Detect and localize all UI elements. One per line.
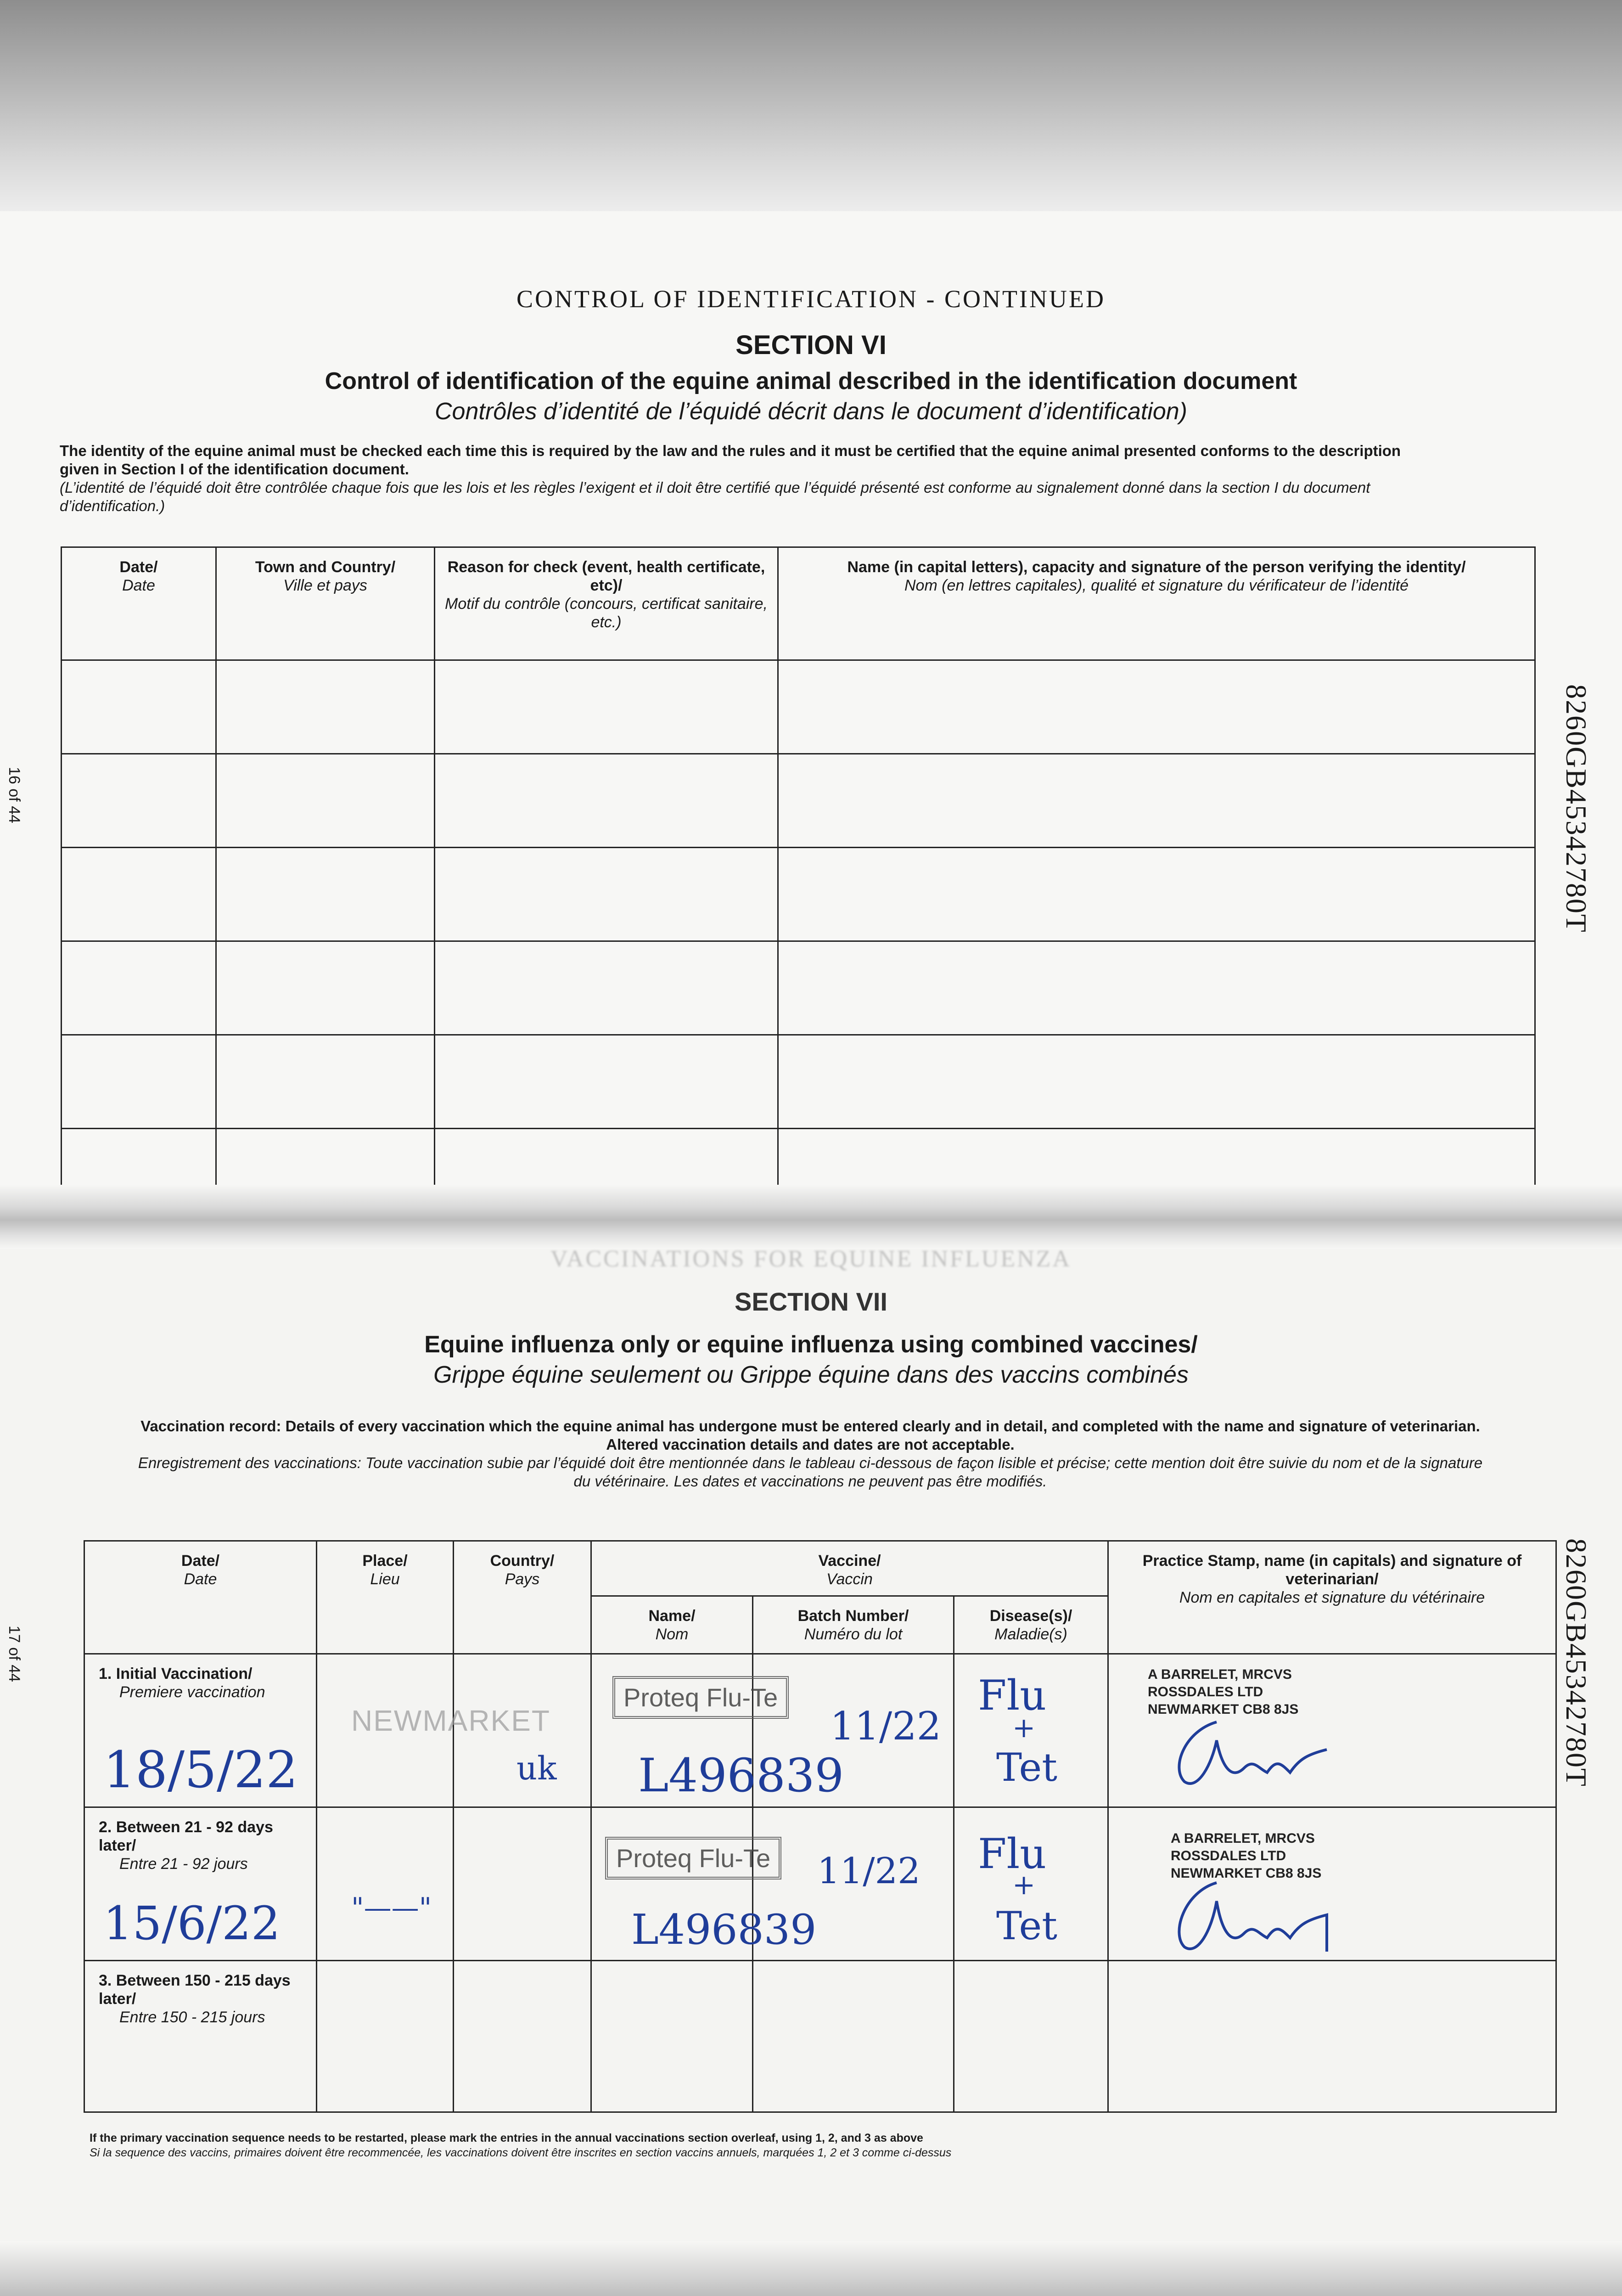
table-row [62,660,1535,754]
section-heading-en: Control of identification of the equine animal described in the identification document [325,368,1297,394]
row-1-vaccine-stamp: Proteq Flu-Te [612,1676,789,1719]
col-date: Date/ Date [62,547,216,660]
vaccination-table [84,1540,1557,2113]
row-1-label: 1. Initial Vaccination/ Premiere vaccination [84,1654,317,1807]
scan-top-shadow [0,0,1622,211]
record-fr-line-2: du vétérinaire. Les dates et vaccinations ne peuvent pas être modifiés. [573,1473,1047,1490]
footnote [90,2131,1559,2160]
row-2-date: 15/6/22 [103,1896,281,1950]
row-2-vaccine-stamp: Proteq Flu-Te [605,1837,781,1880]
scan-bottom-edge [0,2241,1622,2296]
row-1-disease-2: + [1012,1712,1036,1744]
footnote-en: If the primary vaccination sequence needs to be restarted, please mark the entries in the annual vaccinations section overleaf, using 1, 2, and 3 as above [90,2132,923,2144]
col-vaccine-name: Name/ Nom [591,1596,753,1654]
page-fold [0,1185,1622,1249]
table-row [62,941,1535,1035]
row-1-vet-stamp: A BARRELET, MRCVS ROSSDALES LTD NEWMARKET CB8 8JS [1148,1667,1299,1717]
faded-page-header: VACCINATIONS FOR EQUINE INFLUENZA [550,1246,1072,1272]
page-number-17: 17 of 44 [6,1626,23,1682]
intro-fr-line-1: (L’identité de l’équidé doit être contrôlée chaque fois que les lois et les règles l’exigent et il doit être certifié que l’équidé présenté est conforme au signalement donné dans la section I du document [60,479,1370,496]
vaccination-record-text [69,1417,1552,1491]
intro-en-line-1: The identity of the equine animal must be checked each time this is required by the law and the rules and it must be certified that the equine animal presented conforms to the description [60,442,1401,459]
col-batch: Batch Number/ Numéro du lot [753,1596,954,1654]
intro-text [60,442,1556,515]
col-reason: Reason for check (event, health certificate, etc)/ Motif du contrôle (concours, certificat sanitaire, etc.) [435,547,778,660]
table-header-row [84,1541,1556,1596]
col-town-country: Town and Country/ Ville et pays [216,547,435,660]
intro-en-line-2: given in Section I of the identification document. [60,461,409,478]
col-verifier: Name (in capital letters), capacity and signature of the person verifying the identity/ Nom (en lettres capitales), qualité et signature du vérificateur de l’identité [778,547,1535,660]
row-1-vet-signature [1166,1713,1341,1791]
table-row [62,848,1535,941]
col-country: Country/ Pays [454,1541,591,1654]
record-en-line-2: Altered vaccination details and dates are not acceptable. [606,1436,1015,1453]
vaccination-heading-fr: Grippe équine seulement ou Grippe équine dans des vaccins combinés [433,1362,1189,1388]
table-header-row [62,547,1535,660]
row-2-disease-3: Tet [996,1903,1057,1948]
section-vii-title: SECTION VII [735,1287,887,1316]
record-fr-line-1: Enregistrement des vaccinations: Toute vaccination subie par l’équidé doit être mentionnée dans le tableau ci-dessous de façon lisible et précise; cette mention doit être suivie du nom et de la signature [138,1454,1483,1471]
vaccination-heading-en: Equine influenza only or equine influenza using combined vaccines/ [424,1331,1198,1358]
row-2-vet-signature [1166,1874,1341,1961]
document-id-bottom: 8260GB45342780T [1560,1538,1593,1787]
col-vet: Practice Stamp, name (in capitals) and signature of veterinarian/ Nom en capitales et signature du vétérinaire [1108,1541,1556,1654]
record-en-line-1: Vaccination record: Details of every vaccination which the equine animal has undergone must be entered clearly and in detail, and completed with the name and signature of veterinarian. [140,1418,1480,1435]
row-1-disease-3: Tet [996,1745,1057,1790]
col-place: Place/ Lieu [317,1541,454,1654]
table-row [62,754,1535,848]
identity-check-table [61,546,1536,1212]
row-3-label: 3. Between 150 - 215 days later/ Entre 150 - 215 jours [84,1961,317,2112]
intro-fr-line-2: d’identification.) [60,497,165,514]
row-2-disease-1: Flu [978,1830,1047,1878]
document-id-top: 8260GB45342780T [1560,684,1593,933]
section-title: SECTION VI [735,330,887,360]
row-2-vet-stamp: A BARRELET, MRCVS ROSSDALES LTD NEWMARKET CB8 8JS [1171,1831,1322,1881]
row-1-country: uk [516,1750,557,1787]
col-disease: Disease(s)/ Maladie(s) [954,1596,1108,1654]
col-date: Date/ Date [84,1541,317,1654]
col-vaccine: Vaccine/ Vaccin [591,1541,1108,1596]
row-2-batch: L496839 [631,1906,817,1954]
row-1-batch: L496839 [638,1749,844,1802]
page-header: CONTROL OF IDENTIFICATION - CONTINUED [516,285,1106,313]
row-2-label: 2. Between 21 - 92 days later/ Entre 21 - 92 jours [84,1807,317,1961]
table-row [62,1035,1535,1129]
row-1-expiry: 11/22 [830,1704,942,1749]
row-1-date: 18/5/22 [103,1740,298,1799]
row-2-expiry: 11/22 [817,1851,920,1892]
table-row [84,1961,1556,2112]
page-number-16: 16 of 44 [6,767,23,823]
section-heading-fr: Contrôles d’identité de l’équidé décrit dans le document d’identification) [435,398,1187,425]
row-2-disease-2: + [1012,1869,1036,1901]
footnote-fr: Si la sequence des vaccins, primaires doivent être recommencée, les vaccinations doivent être inscrites en section vaccins annuels, marquées 1, 2 et 3 comme ci-dessus [90,2146,952,2159]
row-2-place: "——" [351,1892,432,1924]
row-1-disease-1: Flu [978,1671,1047,1720]
row-1-place-stamp: NEWMARKET [351,1704,550,1737]
